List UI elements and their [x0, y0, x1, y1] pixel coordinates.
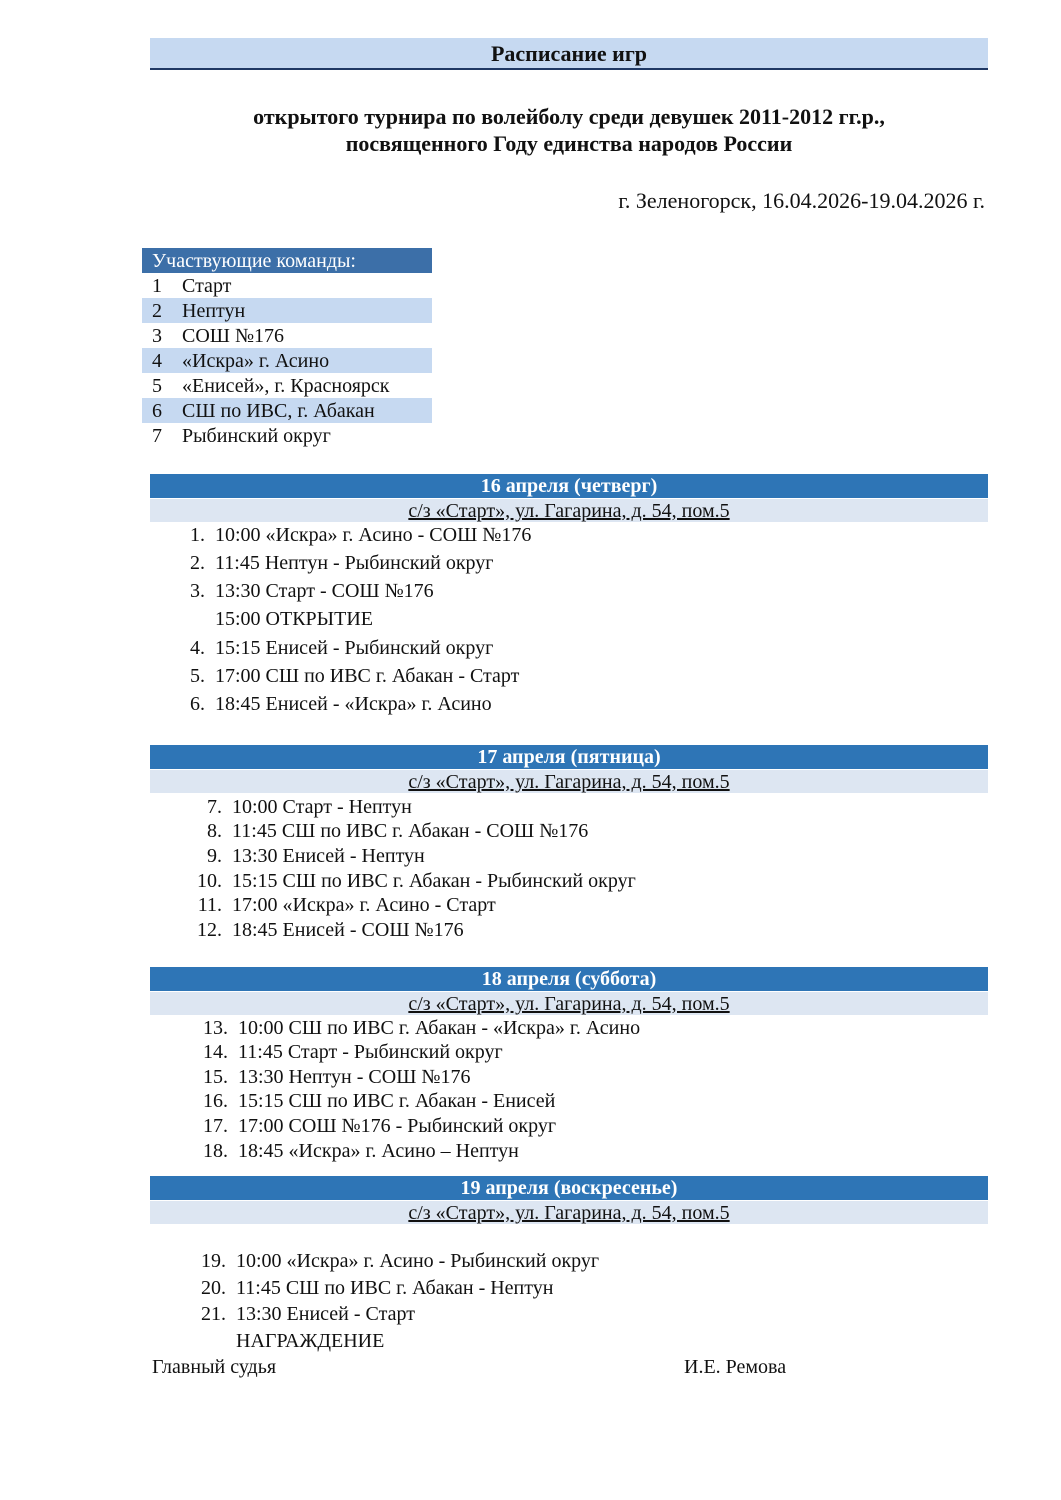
team-row: [142, 273, 432, 298]
team-number: 3: [152, 325, 162, 347]
list-item: [175, 693, 492, 716]
list-item: [190, 894, 496, 917]
match-text: 11:45 Нептун - Рыбинский округ: [215, 552, 494, 574]
team-row: [142, 423, 432, 448]
team-name: «Искра» г. Асино: [182, 350, 330, 372]
team-row: [142, 348, 432, 373]
list-item: [175, 608, 373, 631]
match-number: 10.: [197, 870, 222, 892]
match-text: 17:00 СОШ №176 - Рыбинский округ: [238, 1115, 557, 1137]
venue-apr18: [150, 992, 988, 1015]
list-item: [190, 1303, 415, 1326]
match-text: 15:15 СШ по ИВС г. Абакан - Енисей: [238, 1090, 556, 1112]
team-number: 7: [152, 425, 162, 447]
team-number: 5: [152, 375, 162, 397]
venue-apr19: [150, 1201, 988, 1224]
match-number: 5.: [190, 665, 205, 687]
match-number: 16.: [203, 1090, 228, 1112]
match-text: 15:15 Енисей - Рыбинский округ: [215, 637, 494, 659]
match-text: 15:15 СШ по ИВС г. Абакан - Рыбинский округ: [232, 870, 636, 892]
team-name: Старт: [182, 275, 232, 297]
list-item: [190, 1250, 599, 1273]
match-number: 20.: [201, 1277, 226, 1299]
match-text: 10:00 Старт - Нептун: [232, 796, 412, 818]
match-text: 18:45 Енисей - «Искра» г. Асино: [215, 693, 492, 715]
team-name: СОШ №176: [182, 325, 285, 347]
match-number: 17.: [203, 1115, 228, 1137]
match-number: 9.: [207, 845, 222, 867]
match-text: 17:00 СШ по ИВС г. Абакан - Старт: [215, 665, 520, 687]
match-text: 13:30 Енисей - Нептун: [232, 845, 425, 867]
match-number: 19.: [201, 1250, 226, 1272]
venue-text: с/з «Старт», ул. Гагарина, д. 54, пом.5: [408, 1202, 730, 1224]
list-item: [190, 919, 464, 942]
match-text: 13:30 Нептун - СОШ №176: [238, 1066, 471, 1088]
team-row: [142, 398, 432, 423]
team-row: [142, 373, 432, 398]
place-and-dates: г. Зеленогорск, 16.04.2026-19.04.2026 г.: [618, 188, 985, 213]
list-item: [175, 665, 519, 688]
match-number: 1.: [190, 524, 205, 546]
match-number: 13.: [203, 1017, 228, 1039]
match-number: 15.: [203, 1066, 228, 1088]
match-number: 11.: [197, 894, 222, 916]
list-item: [190, 1017, 640, 1040]
subtitle-line-1: открытого турнира по волейболу среди девушек 2011-2012 гг.р.,: [253, 104, 885, 129]
list-item: [175, 637, 493, 660]
list-item: [190, 1330, 384, 1353]
venue-text: с/з «Старт», ул. Гагарина, д. 54, пом.5: [408, 993, 730, 1015]
subtitle-line-2: посвященного Году единства народов России: [345, 131, 793, 156]
venue-text: с/з «Старт», ул. Гагарина, д. 54, пом.5: [408, 500, 730, 522]
venue-text: с/з «Старт», ул. Гагарина, д. 54, пом.5: [408, 771, 730, 793]
list-item: [190, 870, 636, 893]
judge-label: Главный судья: [152, 1356, 277, 1378]
page-title: Расписание игр: [150, 38, 988, 70]
venue-apr16: [150, 499, 988, 522]
match-number: 8.: [207, 820, 222, 842]
day-heading-apr17: 17 апреля (пятница): [150, 745, 988, 769]
team-name: Рыбинский округ: [182, 425, 331, 447]
team-row: [142, 323, 432, 348]
match-text: 10:00 «Искра» г. Асино - Рыбинский округ: [236, 1250, 600, 1272]
match-text: 10:00 «Искра» г. Асино - СОШ №176: [215, 524, 532, 546]
team-number: 1: [152, 275, 162, 297]
team-name: СШ по ИВС, г. Абакан: [182, 400, 375, 422]
list-item: [190, 845, 425, 868]
match-text: 18:45 «Искра» г. Асино – Нептун: [238, 1140, 519, 1162]
match-text: НАГРАЖДЕНИЕ: [236, 1330, 385, 1352]
match-number: 7.: [207, 796, 222, 818]
list-item: [190, 1140, 519, 1163]
match-number: 18.: [203, 1140, 228, 1162]
match-number: 21.: [201, 1303, 226, 1325]
list-item: [190, 1066, 470, 1089]
match-text: 11:45 Старт - Рыбинский округ: [238, 1041, 503, 1063]
match-text: 10:00 СШ по ИВС г. Абакан - «Искра» г. Асино: [238, 1017, 641, 1039]
match-text: 18:45 Енисей - СОШ №176: [232, 919, 464, 941]
venue-apr17: [150, 770, 988, 793]
match-text: 13:30 Енисей - Старт: [236, 1303, 415, 1325]
list-item: [175, 580, 434, 603]
day-heading-apr18: 18 апреля (суббота): [150, 967, 988, 991]
match-number: 12.: [197, 919, 222, 941]
match-number: 3.: [190, 580, 205, 602]
judge-name: И.Е. Ремова: [684, 1356, 787, 1378]
list-item: [175, 524, 531, 547]
list-item: [175, 552, 493, 575]
team-name: «Енисей», г. Красноярск: [182, 375, 390, 397]
list-item: [190, 1115, 556, 1138]
match-number: 14.: [203, 1041, 228, 1063]
list-item: [190, 1041, 503, 1064]
match-number: 2.: [190, 552, 205, 574]
match-text: 11:45 СШ по ИВС г. Абакан - СОШ №176: [232, 820, 589, 842]
list-item: [190, 1090, 555, 1113]
list-item: [190, 1277, 553, 1300]
day-heading-apr19: 19 апреля (воскресенье): [150, 1176, 988, 1200]
match-text: 15:00 ОТКРЫТИЕ: [215, 608, 373, 630]
day-heading-apr16: 16 апреля (четверг): [150, 474, 988, 498]
team-number: 6: [152, 400, 162, 422]
teams-table: [142, 248, 432, 448]
team-number: 2: [152, 300, 162, 322]
team-row: [142, 298, 432, 323]
team-number: 4: [152, 350, 162, 372]
match-text: 11:45 СШ по ИВС г. Абакан - Нептун: [236, 1277, 554, 1299]
match-text: 17:00 «Искра» г. Асино - Старт: [232, 894, 496, 916]
match-number: 6.: [190, 693, 205, 715]
list-item: [190, 796, 412, 819]
teams-heading: Участвующие команды:: [142, 248, 432, 273]
match-text: 13:30 Старт - СОШ №176: [215, 580, 434, 602]
match-number: 4.: [190, 637, 205, 659]
list-item: [190, 820, 588, 843]
team-name: Нептун: [182, 300, 246, 322]
